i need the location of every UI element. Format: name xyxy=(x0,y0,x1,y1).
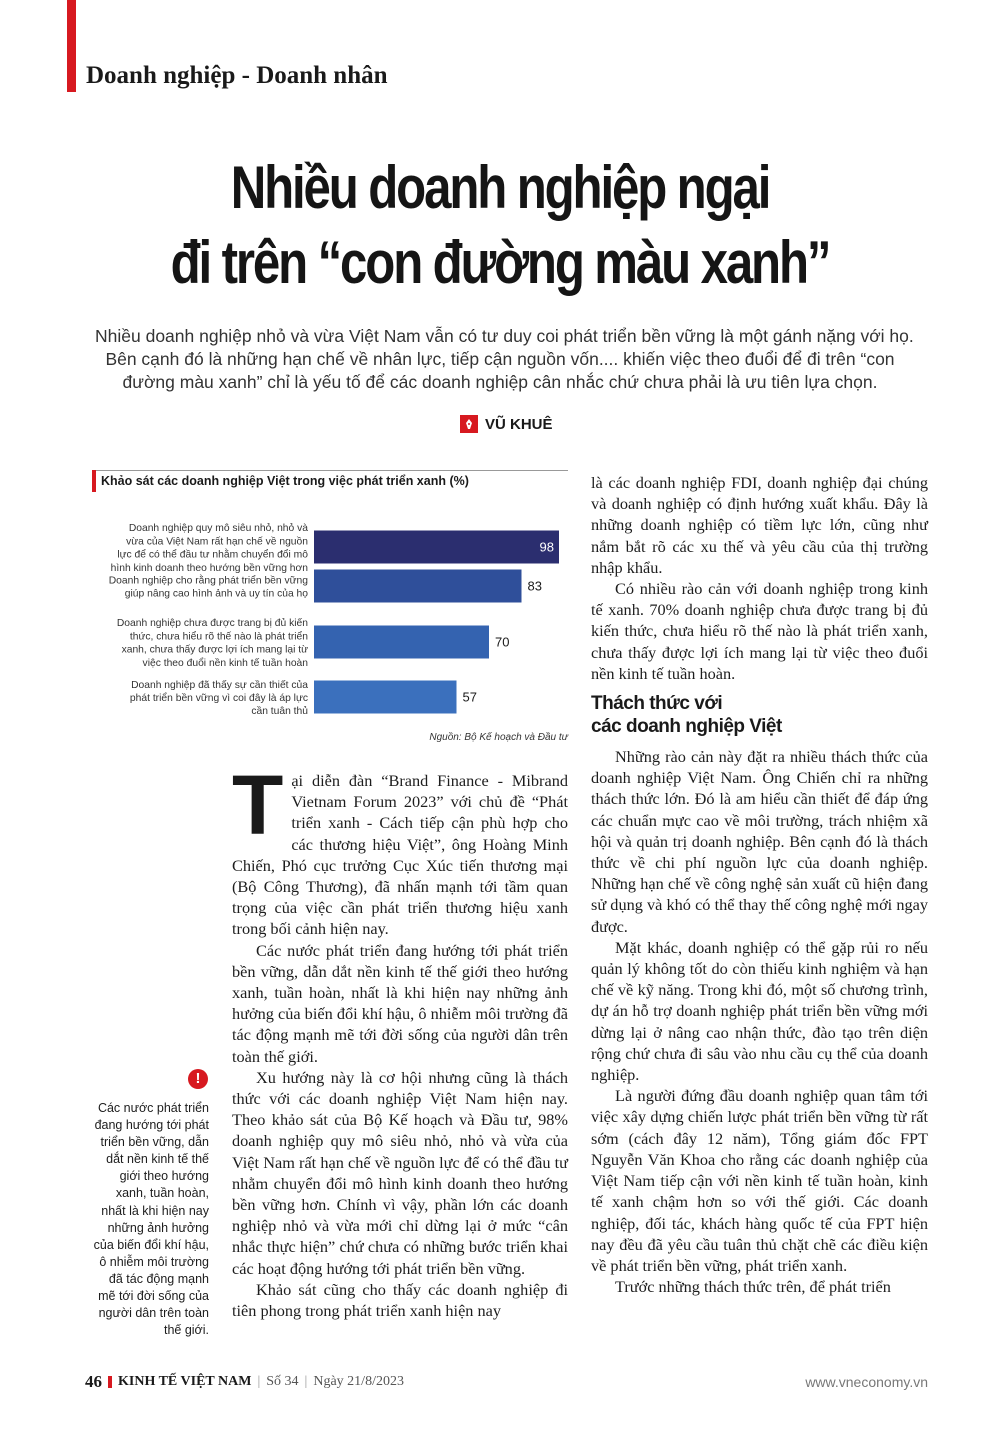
side-note-line: đã tác động mạnh xyxy=(108,1271,209,1286)
side-note-line: đang hướng tới phát xyxy=(94,1118,209,1133)
bar-value-label: 70 xyxy=(495,634,510,650)
category-label: thức, chưa hiểu rõ thế nào là phát triển xyxy=(129,631,308,643)
lead-paragraph xyxy=(95,325,914,394)
category-label: phát triển bền vững vì coi đây là áp lực xyxy=(129,693,308,704)
category-label: vừa của Việt Nam rất hạn chế về nguồn xyxy=(126,536,308,548)
side-note-line: Các nước phát triển xyxy=(97,1101,209,1115)
lead-line: đường màu xanh” chỉ là yếu tố để các doanh nghiệp cân nhắc chứ chưa phải là ưu tiên lựa chọn. xyxy=(122,372,878,392)
side-note-line: người dân trên toàn xyxy=(98,1306,209,1321)
subheading-line: Thách thức với xyxy=(591,693,723,715)
issue-date: Ngày 21/8/2023 xyxy=(313,1374,404,1389)
category-label: giúp nâng cao hình ảnh và uy tín của họ xyxy=(124,588,308,600)
bar-value-label: 57 xyxy=(462,689,477,705)
magazine-name: KINH TẾ VIỆT NAM xyxy=(118,1374,252,1389)
category-label: việc theo đuổi nền kinh tế tuần hoàn xyxy=(142,657,308,669)
bar-value-label: 98 xyxy=(539,539,554,555)
side-note-line: xanh, tuần hoàn, xyxy=(115,1186,209,1201)
side-note-line: mẽ tới đời sống của xyxy=(98,1289,209,1304)
page-footer xyxy=(85,1372,404,1392)
category-label: hình kinh doanh theo hướng bền vững hơn xyxy=(110,562,308,574)
chart-title: Khảo sát các doanh nghiệp Việt trong việc phát triển xanh (%) xyxy=(101,474,469,488)
category-label: xanh, chưa thấy được lợi ích mang lại từ xyxy=(121,644,308,656)
website-url: www.vneconomy.vn xyxy=(805,1374,928,1390)
category-label: Doanh nghiệp cho rằng phát triển bền vững xyxy=(108,575,308,587)
chart-bar xyxy=(314,626,489,659)
side-note-line: của biến đổi khí hậu, xyxy=(93,1237,209,1252)
category-label: Doanh nghiệp quy mô siêu nhỏ, nhỏ và xyxy=(128,523,308,535)
dropcap: T xyxy=(232,758,284,852)
category-label: cần tuân thủ xyxy=(251,706,308,718)
subheading-line: các doanh nghiệp Việt xyxy=(591,716,782,738)
author-name: VŨ KHUÊ xyxy=(485,415,553,433)
page-number: 46 xyxy=(85,1372,102,1391)
subheading xyxy=(591,692,928,738)
headline xyxy=(139,150,861,300)
exclamation-icon: ! xyxy=(188,1069,208,1089)
issue-number: Số 34 xyxy=(266,1374,299,1389)
body-column-right xyxy=(591,472,928,1297)
section-accent-bar xyxy=(67,0,76,92)
side-note-line: triển bền vững, dẫn xyxy=(100,1135,209,1150)
side-note-line: những ảnh hưởng xyxy=(107,1220,209,1235)
author-byline xyxy=(460,414,553,434)
paragraph: Khảo sát cũng cho thấy các doanh nghiệp đi tiên phong trong phát triển xanh hiện nay xyxy=(232,1279,568,1321)
side-note xyxy=(75,1100,209,1339)
paragraph: Các nước phát triển đang hướng tới phát triển bền vững, dẫn dắt nền kinh tế thế giới theo hướng xanh, tuần hoàn, nhất là khi hiện nay những ảnh hưởng của biến đổi khí hậu, ô nhiễm môi trường đã tác động mạnh mẽ tới đời sống của người dân trên toàn thế giới. xyxy=(232,940,568,1066)
headline-line: đi trên “con đường màu xanh” xyxy=(170,229,830,296)
pen-icon xyxy=(460,415,478,433)
category-label: Doanh nghiệp đã thấy sự cần thiết của xyxy=(131,679,308,691)
paragraph: Có nhiều rào cản với doanh nghiệp trong kinh tế xanh. 70% doanh nghiệp chưa được trang bị đủ kiến thức, chưa hiểu rõ thế nào là phát triển xanh, chưa thấy được lợi ích mang lại từ việc theo đuổi nền kinh tế tuần hoàn. xyxy=(591,579,928,683)
category-label: lực để có thể đầu tư nhằm chuyển đổi mô xyxy=(117,549,308,561)
chart-bar xyxy=(314,570,522,603)
survey-chart xyxy=(92,470,568,750)
body-column-middle xyxy=(232,758,568,1321)
chart-bar xyxy=(314,531,559,564)
paragraph: Là người đứng đầu doanh nghiệp quan tâm tới việc xây dựng chiến lược phát triển bền vững từ rất sớm (cách đây 12 năm), Tổng giám đốc FPT Nguyễn Văn Khoa cho rằng các doanh nghiệp của Việt Nam tiếp cận với nền kinh tế tuần hoàn, kinh tế xanh chậm hơn so với thế giới. Các doanh nghiệp, đối tác, khách hàng quốc tế của FPT hiện nay đều đã yêu cầu tuân thủ chặt chẽ các điều kiện về phát triển bền vững, phát triển xanh. xyxy=(591,1086,928,1275)
lead-line: Bên cạnh đó là những hạn chế về nhân lực, tiếp cận nguồn vốn.... khiến việc theo đuổi để đi trên “con xyxy=(105,349,895,369)
footer-accent-mark xyxy=(108,1376,112,1388)
side-note-line: thế giới. xyxy=(163,1323,209,1338)
bar-value-label: 83 xyxy=(527,578,542,594)
paragraph: Những rào cản này đặt ra nhiều thách thức của doanh nghiệp Việt Nam. Ông Chiến chỉ ra những thách thức lớn. Đó là am hiểu cần thiết để đáp ứng các chuẩn mực cao về môi trường, trách nhiệm xã hội và quản trị doanh nghiệp. Bên cạnh đó là thách thức về chi phí nguồn lực của doanh nghiệp. Những hạn chế về công nghệ sản xuất cũ hiện đang sử dụng và khó có thể thay thế công nghệ mới ngay được. xyxy=(591,747,928,936)
side-note-line: nhất là khi hiện nay xyxy=(101,1203,209,1218)
chart-bar xyxy=(314,681,457,714)
chart-plot xyxy=(92,470,568,732)
paragraph: Trước những thách thức trên, để phát triển xyxy=(615,1277,891,1297)
footer-separator: | xyxy=(257,1374,261,1389)
lead-line: Nhiều doanh nghiệp nhỏ và vừa Việt Nam vẫn có tư duy coi phát triển bền vững là một gánh nặng với họ. xyxy=(95,326,914,346)
headline-line: Nhiều doanh nghiệp ngại xyxy=(230,154,770,221)
category-label: Doanh nghiệp chưa được trang bị đủ kiến xyxy=(116,618,308,630)
footer-separator: | xyxy=(304,1374,308,1389)
paragraph: Xu hướng này là cơ hội nhưng cũng là thách thức với các doanh nghiệp Việt Nam hiện nay. Theo khảo sát của Bộ Kế hoạch và Đầu tư, 98% doanh nghiệp quy mô siêu nhỏ, nhỏ và vừa của Việt Nam rất hạn chế về nguồn lực để có thể đầu tư nhằm chuyển đổi mô hình kinh doanh theo hướng bền vững hơn. Chính vì vậy, phần lớn các doanh nghiệp nhỏ và vừa mới chỉ dừng lại ở mức “cân nhắc thực hiện” chứ chưa có những bước triển khai các hoạt động hướng tới phát triển bền vững. xyxy=(232,1067,568,1278)
paragraph: là các doanh nghiệp FDI, doanh nghiệp đại chúng và doanh nghiệp có định hướng xuất khẩu. Đây là những doanh nghiệp có tiềm lực lớn, cũng như nắm bắt rõ các xu thế và yêu cầu của thị trường nhập khẩu. xyxy=(591,473,928,577)
side-note-line: ô nhiễm môi trường xyxy=(99,1254,209,1269)
side-note-line: giới theo hướng xyxy=(119,1169,209,1184)
paragraph xyxy=(232,758,568,940)
paragraph-text: ại diễn đàn “Brand Finance - Mibrand Vietnam Forum 2023” với chủ đề “Phát triển xanh - Cách tiếp cận phù hợp cho các thương hiệu Việt”, ông Hoàng Minh Chiến, Phó cục trưởng Cục Xúc tiến thương mại (Bộ Công Thương), đã nhấn mạnh tới tầm quan trọng của việc cần phát triển thương hiệu xanh trong bối cảnh hiện nay. xyxy=(232,771,568,939)
section-title: Doanh nghiệp - Doanh nhân xyxy=(86,62,388,89)
paragraph: Mặt khác, doanh nghiệp có thể gặp rủi ro nếu quản lý không tốt do còn thiếu kinh nghiệm và hạn chế về kỹ năng. Trong khi đó, một số chương trình, dự án hỗ trợ doanh nghiệp phát triển bền vững mới dừng lại ở nâng cao nhận thức, đào tạo trên diện rộng chứ chưa đi sâu vào nhu cầu cụ thể của doanh nghiệp. xyxy=(591,937,928,1085)
side-note-line: dắt nền kinh tế thế xyxy=(106,1152,209,1167)
chart-source: Nguồn: Bộ Kế hoạch và Đầu tư xyxy=(429,732,568,743)
